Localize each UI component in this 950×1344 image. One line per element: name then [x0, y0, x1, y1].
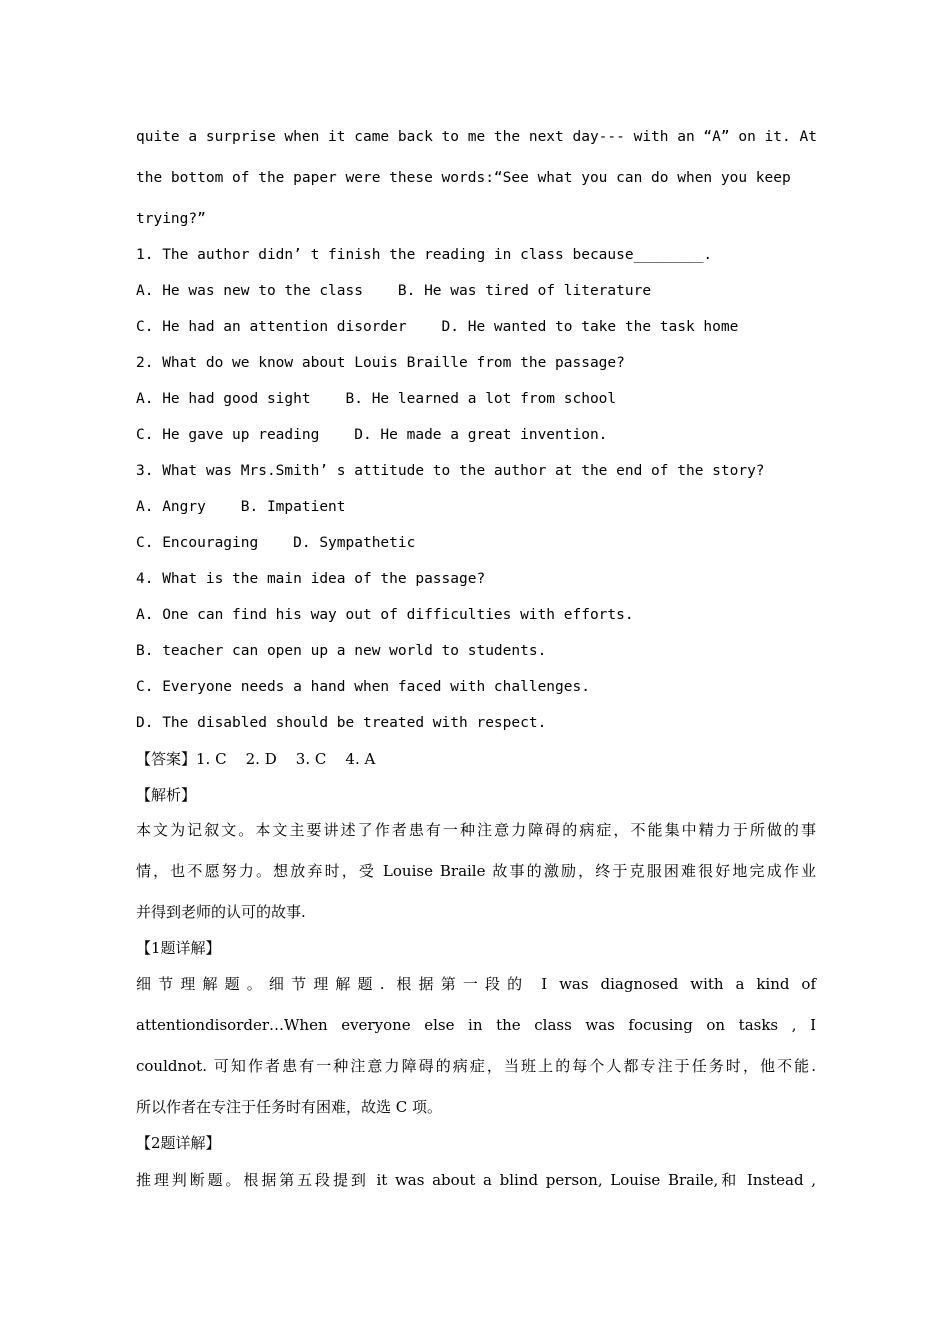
q1-explanation-line-3: couldnot. 可知作者患有一种注意力障碍的病症，当班上的每个人都专注于任务时，他不能.	[136, 1057, 816, 1075]
answer-key: 【答案】1. C 2. D 3. C 4. A	[136, 750, 376, 768]
question-2-options-cd: C. He gave up reading D. He made a great invention.	[136, 427, 608, 443]
question-4-option-c: C. Everyone needs a hand when faced with challenges.	[136, 679, 590, 695]
passage-line-1: quite a surprise when it came back to me the next day--- with an “A” on it. At	[136, 129, 817, 145]
analysis-line-3: 并得到老师的认可的故事.	[136, 903, 306, 921]
question-4-option-b: B. teacher can open up a new world to students.	[136, 643, 547, 659]
question-1-stem: 1. The author didn’ t finish the reading in class because________.	[136, 247, 713, 263]
question-1-options-ab: A. He was new to the class B. He was tired of literature	[136, 283, 652, 299]
question-3-options-cd: C. Encouraging D. Sympathetic	[136, 535, 416, 551]
question-4-stem: 4. What is the main idea of the passage?	[136, 571, 486, 587]
q1-explanation-line-4: 所以作者在专注于任务时有困难，故选 C 项。	[136, 1098, 443, 1116]
passage-line-3: trying?”	[136, 211, 206, 227]
question-3-stem: 3. What was Mrs.Smith’ s attitude to the author at the end of the story?	[136, 463, 765, 479]
question-1-options-cd: C. He had an attention disorder D. He wanted to take the task home	[136, 319, 739, 335]
analysis-heading: 【解析】	[136, 786, 197, 804]
question-3-options-ab: A. Angry B. Impatient	[136, 499, 346, 515]
q2-explanation-line-1: 推理判断题。根据第五段提到 it was about a blind person, Louise Braile,和 Instead ,	[136, 1171, 816, 1189]
q1-explanation-line-1: 细节理解题。细节理解题. 根据第一段的 I was diagnosed with a kind of	[136, 975, 816, 993]
analysis-line-2: 情，也不愿努力。想放弃时，受 Louise Braile 故事的激励，终于克服困难很好地完成作业	[136, 862, 816, 880]
question-2-stem: 2. What do we know about Louis Braille from the passage?	[136, 355, 625, 371]
question-4-option-a: A. One can find his way out of difficulties with efforts.	[136, 607, 634, 623]
q2-explanation-heading: 【2题详解】	[136, 1134, 221, 1152]
q1-explanation-heading: 【1题详解】	[136, 939, 221, 957]
question-4-option-d: D. The disabled should be treated with respect.	[136, 715, 547, 731]
analysis-line-1: 本文为记叙文。本文主要讲述了作者患有一种注意力障碍的病症，不能集中精力于所做的事	[136, 821, 816, 839]
question-2-options-ab: A. He had good sight B. He learned a lot from school	[136, 391, 617, 407]
passage-line-2: the bottom of the paper were these words:“See what you can do when you keep	[136, 170, 791, 186]
q1-explanation-line-2: attentiondisorder…When everyone else in the class was focusing on tasks , I	[136, 1016, 816, 1034]
